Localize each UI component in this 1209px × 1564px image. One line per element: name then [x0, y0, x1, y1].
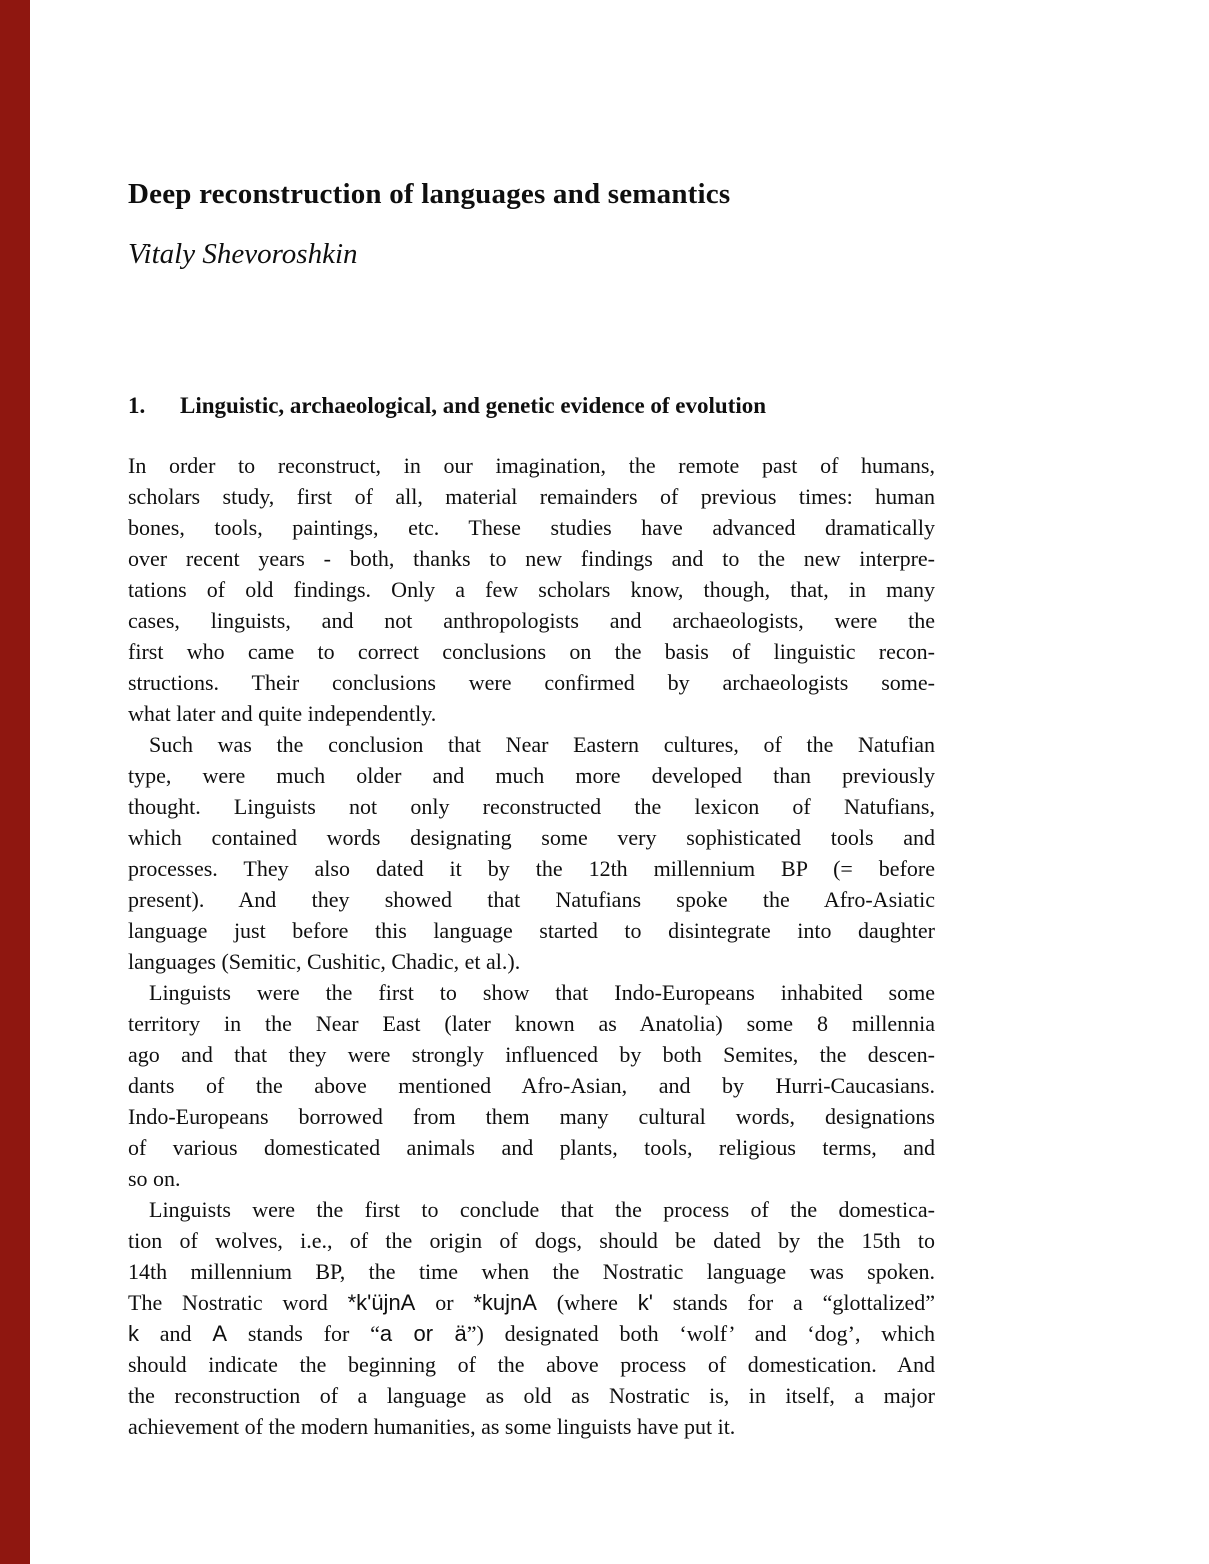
phonetic-token: *kujnA — [473, 1290, 537, 1315]
phonetic-token: a or ä — [379, 1321, 467, 1346]
book-edge-strip — [0, 0, 30, 1564]
text-line: over recent years - both, thanks to new findings and to the new interpre- — [128, 546, 935, 571]
text-line: should indicate the beginning of the above process of domestication. And — [128, 1352, 935, 1377]
author-name: Vitaly Shevoroshkin — [128, 238, 358, 270]
text-line: thought. Linguists not only reconstructed the lexicon of Natufians, — [128, 794, 935, 819]
text-line: tations of old findings. Only a few scholars know, though, that, in many — [128, 577, 935, 602]
text-line: k and A stands for “a or ä”) designated both ‘wolf’ and ‘dog’, which — [128, 1321, 935, 1346]
text-line: so on. — [128, 1166, 181, 1191]
text-line: dants of the above mentioned Afro-Asian, and by Hurri-Caucasians. — [128, 1073, 935, 1098]
phonetic-token: A — [212, 1321, 228, 1346]
text-line: present). And they showed that Natufians spoke the Afro-Asiatic — [128, 887, 935, 912]
text-line: the reconstruction of a language as old as Nostratic is, in itself, a major — [128, 1383, 935, 1408]
text-line: ago and that they were strongly influenced by both Semites, the descen- — [128, 1042, 935, 1067]
section-number: 1. — [128, 393, 146, 418]
text-line: processes. They also dated it by the 12th millennium BP (= before — [128, 856, 935, 881]
text-line: what later and quite independently. — [128, 701, 437, 726]
text-line: which contained words designating some very sophisticated tools and — [128, 825, 935, 850]
text-line: territory in the Near East (later known as Anatolia) some 8 millennia — [128, 1011, 935, 1036]
text-line: Indo-Europeans borrowed from them many cultural words, designations — [128, 1104, 935, 1129]
text-line: 14th millennium BP, the time when the Nostratic language was spoken. — [128, 1259, 935, 1284]
text-line: Linguists were the first to show that Indo-Europeans inhabited some — [149, 980, 935, 1005]
section-heading — [128, 393, 935, 419]
text-line: structions. Their conclusions were confirmed by archaeologists some- — [128, 670, 935, 695]
text-line: The Nostratic word *k'üjnA or *kujnA (where k' stands for a “glottalized” — [128, 1290, 935, 1315]
text-line: language just before this language started to disintegrate into daughter — [128, 918, 935, 943]
text-line: of various domesticated animals and plants, tools, religious terms, and — [128, 1135, 935, 1160]
text-line: scholars study, first of all, material remainders of previous times: human — [128, 484, 935, 509]
phonetic-token: *k'üjnA — [347, 1290, 416, 1315]
text-line: cases, linguists, and not anthropologists and archaeologists, were the — [128, 608, 935, 633]
text-line: achievement of the modern humanities, as some linguists have put it. — [128, 1414, 736, 1439]
text-line: Linguists were the first to conclude that the process of the domestica- — [149, 1197, 935, 1222]
text-line: bones, tools, paintings, etc. These studies have advanced dramatically — [128, 515, 935, 540]
phonetic-token: k' — [637, 1290, 653, 1315]
text-line: type, were much older and much more developed than previously — [128, 763, 935, 788]
text-line: Such was the conclusion that Near Eastern cultures, of the Natufian — [149, 732, 935, 757]
text-line: languages (Semitic, Cushitic, Chadic, et al.). — [128, 949, 521, 974]
section-heading-text: Linguistic, archaeological, and genetic evidence of evolution — [180, 393, 767, 418]
page-title: Deep reconstruction of languages and semantics — [128, 178, 731, 210]
body-text — [128, 450, 935, 1442]
text-line: first who came to correct conclusions on the basis of linguistic recon- — [128, 639, 935, 664]
text-line: In order to reconstruct, in our imagination, the remote past of humans, — [128, 453, 935, 478]
text-line: tion of wolves, i.e., of the origin of dogs, should be dated by the 15th to — [128, 1228, 935, 1253]
phonetic-token: k — [128, 1321, 139, 1346]
